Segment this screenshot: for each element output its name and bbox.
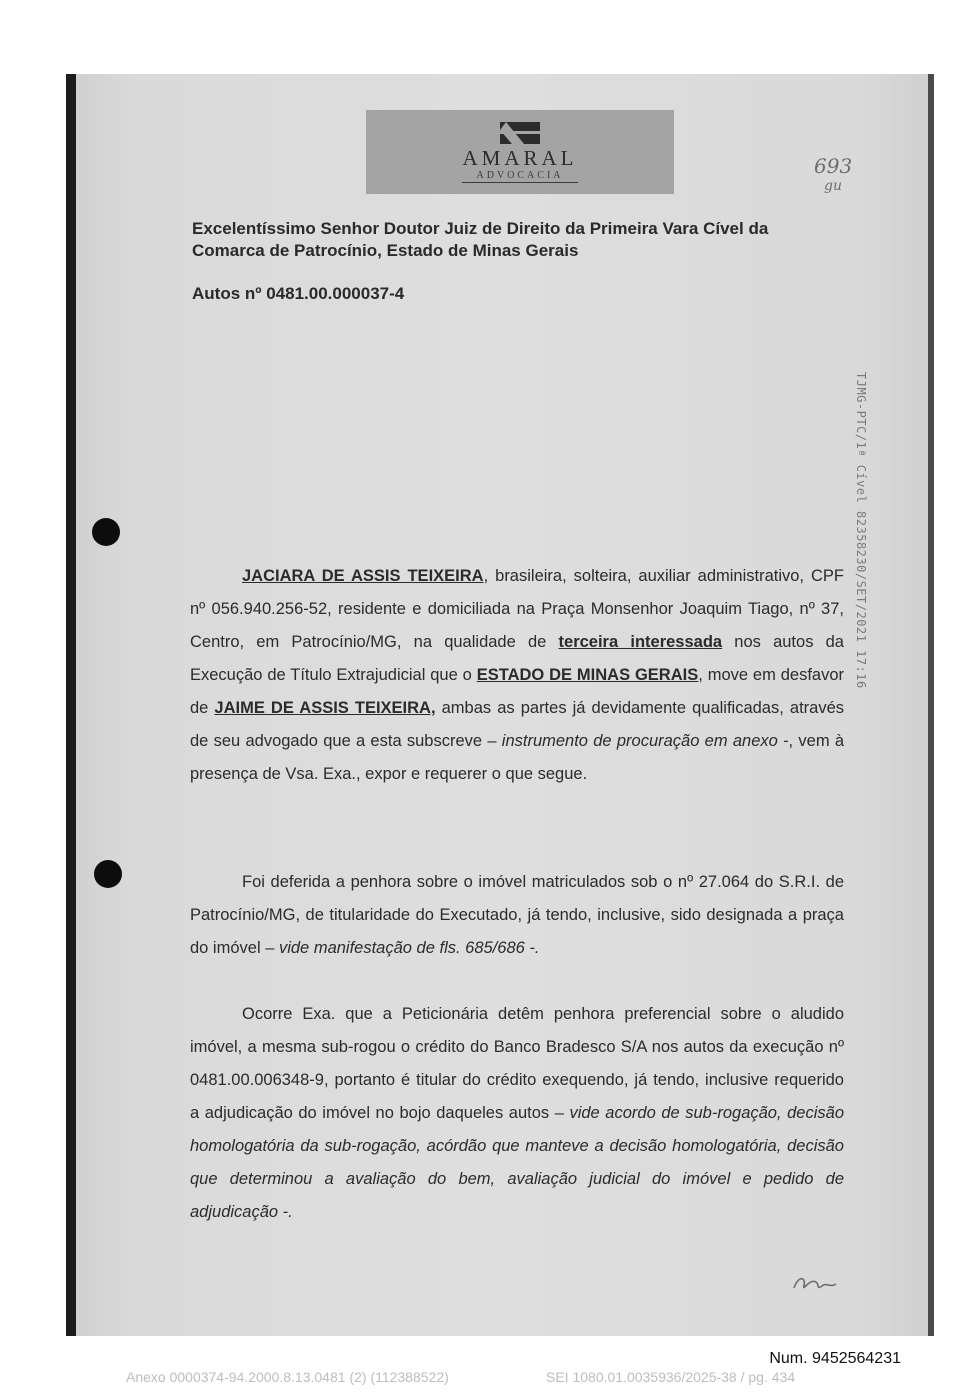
- document-number: Num. 9452564231: [769, 1350, 901, 1367]
- letterhead-logo: [366, 110, 674, 194]
- petitioner-role: terceira interessada: [558, 633, 723, 651]
- handwritten-initials: gu: [824, 178, 842, 194]
- paragraph2-italic: vide manifestação de fls. 685/686 -.: [278, 939, 540, 957]
- logo-mark-icon: [500, 122, 540, 144]
- rubric-signature: [790, 1270, 846, 1296]
- paragraph-qualification: [190, 560, 844, 791]
- header-line-2: Comarca de Patrocínio, Estado de Minas Gerais: [192, 241, 579, 260]
- paragraph2-text: Foi deferida a penhora sobre o imóvel matriculados sob o nº 27.064 do S.R.I. de Patrocínio/MG, de titularidade do Executado, já tendo, inclusive, sido designada a praça do imóvel –: [190, 873, 844, 957]
- annex-reference: Anexo 0000374-94.2000.8.13.0481 (2) (112388522): [126, 1369, 449, 1385]
- scan-edge-right: [928, 74, 934, 1336]
- paragraph3-italic: vide acordo de sub-rogação, decisão homologatória da sub-rogação, acórdão que manteve a decisão homologatória, decisão que determinou a avaliação do bem, avaliação judicial do imóvel e pedido de adjudicação -.: [190, 1104, 844, 1221]
- addressee-header: [192, 218, 852, 262]
- sei-reference: SEI 1080.01.0035936/2025-38 / pg. 434: [546, 1369, 796, 1385]
- paragraph1-text-2: nos autos da Execução de Título Extrajudicial que o: [190, 633, 844, 684]
- paragraph3-text: Ocorre Exa. que a Peticionária detêm penhora preferencial sobre o aludido imóvel, a mesma sub-rogou o crédito do Banco Bradesco S/A nos autos da execução nº 0481.00.006348-9, portanto é titular do crédito exequendo, já tendo, inclusive requerido a adjudicação do imóvel no bojo daqueles autos –: [190, 1005, 844, 1122]
- petitioner-name: JACIARA DE ASSIS TEIXEIRA: [242, 567, 484, 585]
- paragraph1-italic: instrumento de procuração em anexo -: [501, 732, 789, 750]
- punch-hole-bottom: [94, 860, 122, 888]
- case-number: Autos nº 0481.00.000037-4: [192, 284, 405, 303]
- paragraph-penhora: [190, 866, 844, 965]
- scanned-page: [66, 74, 934, 1336]
- handwritten-page-number: 693: [814, 154, 853, 178]
- court-protocol-stamp: TJMG-PTC/1ª Cível 82358230/SET/2021 17:16: [854, 372, 868, 689]
- logo-subtitle: ADVOCACIA: [476, 170, 564, 181]
- creditor-name: ESTADO DE MINAS GERAIS: [476, 666, 699, 684]
- logo-name: AMARAL: [462, 146, 578, 170]
- debtor-name: JAIME DE ASSIS TEIXEIRA,: [214, 699, 436, 717]
- punch-hole-top: [92, 518, 120, 546]
- scan-edge-left: [66, 74, 76, 1336]
- paragraph1-text-1: , brasileira, solteira, auxiliar administrativo, CPF nº 056.940.256-52, residente e domiciliada na Praça Monsenhor Joaquim Tiago, nº 37, Centro, em Patrocínio/MG, na qualidade de: [190, 567, 844, 651]
- header-line-1: Excelentíssimo Senhor Doutor Juiz de Direito da Primeira Vara Cível da: [192, 219, 769, 238]
- paragraph1-text-3: , move em desfavor de: [190, 666, 845, 717]
- paragraph1-text-5: , vem à presença de Vsa. Exa., expor e requerer o que segue.: [190, 732, 844, 783]
- paragraph1-text-4: ambas as partes já devidamente qualificadas, através de seu advogado que a esta subscreve –: [190, 699, 844, 750]
- paragraph-preferencia: [190, 998, 844, 1229]
- logo-rule: [462, 182, 578, 183]
